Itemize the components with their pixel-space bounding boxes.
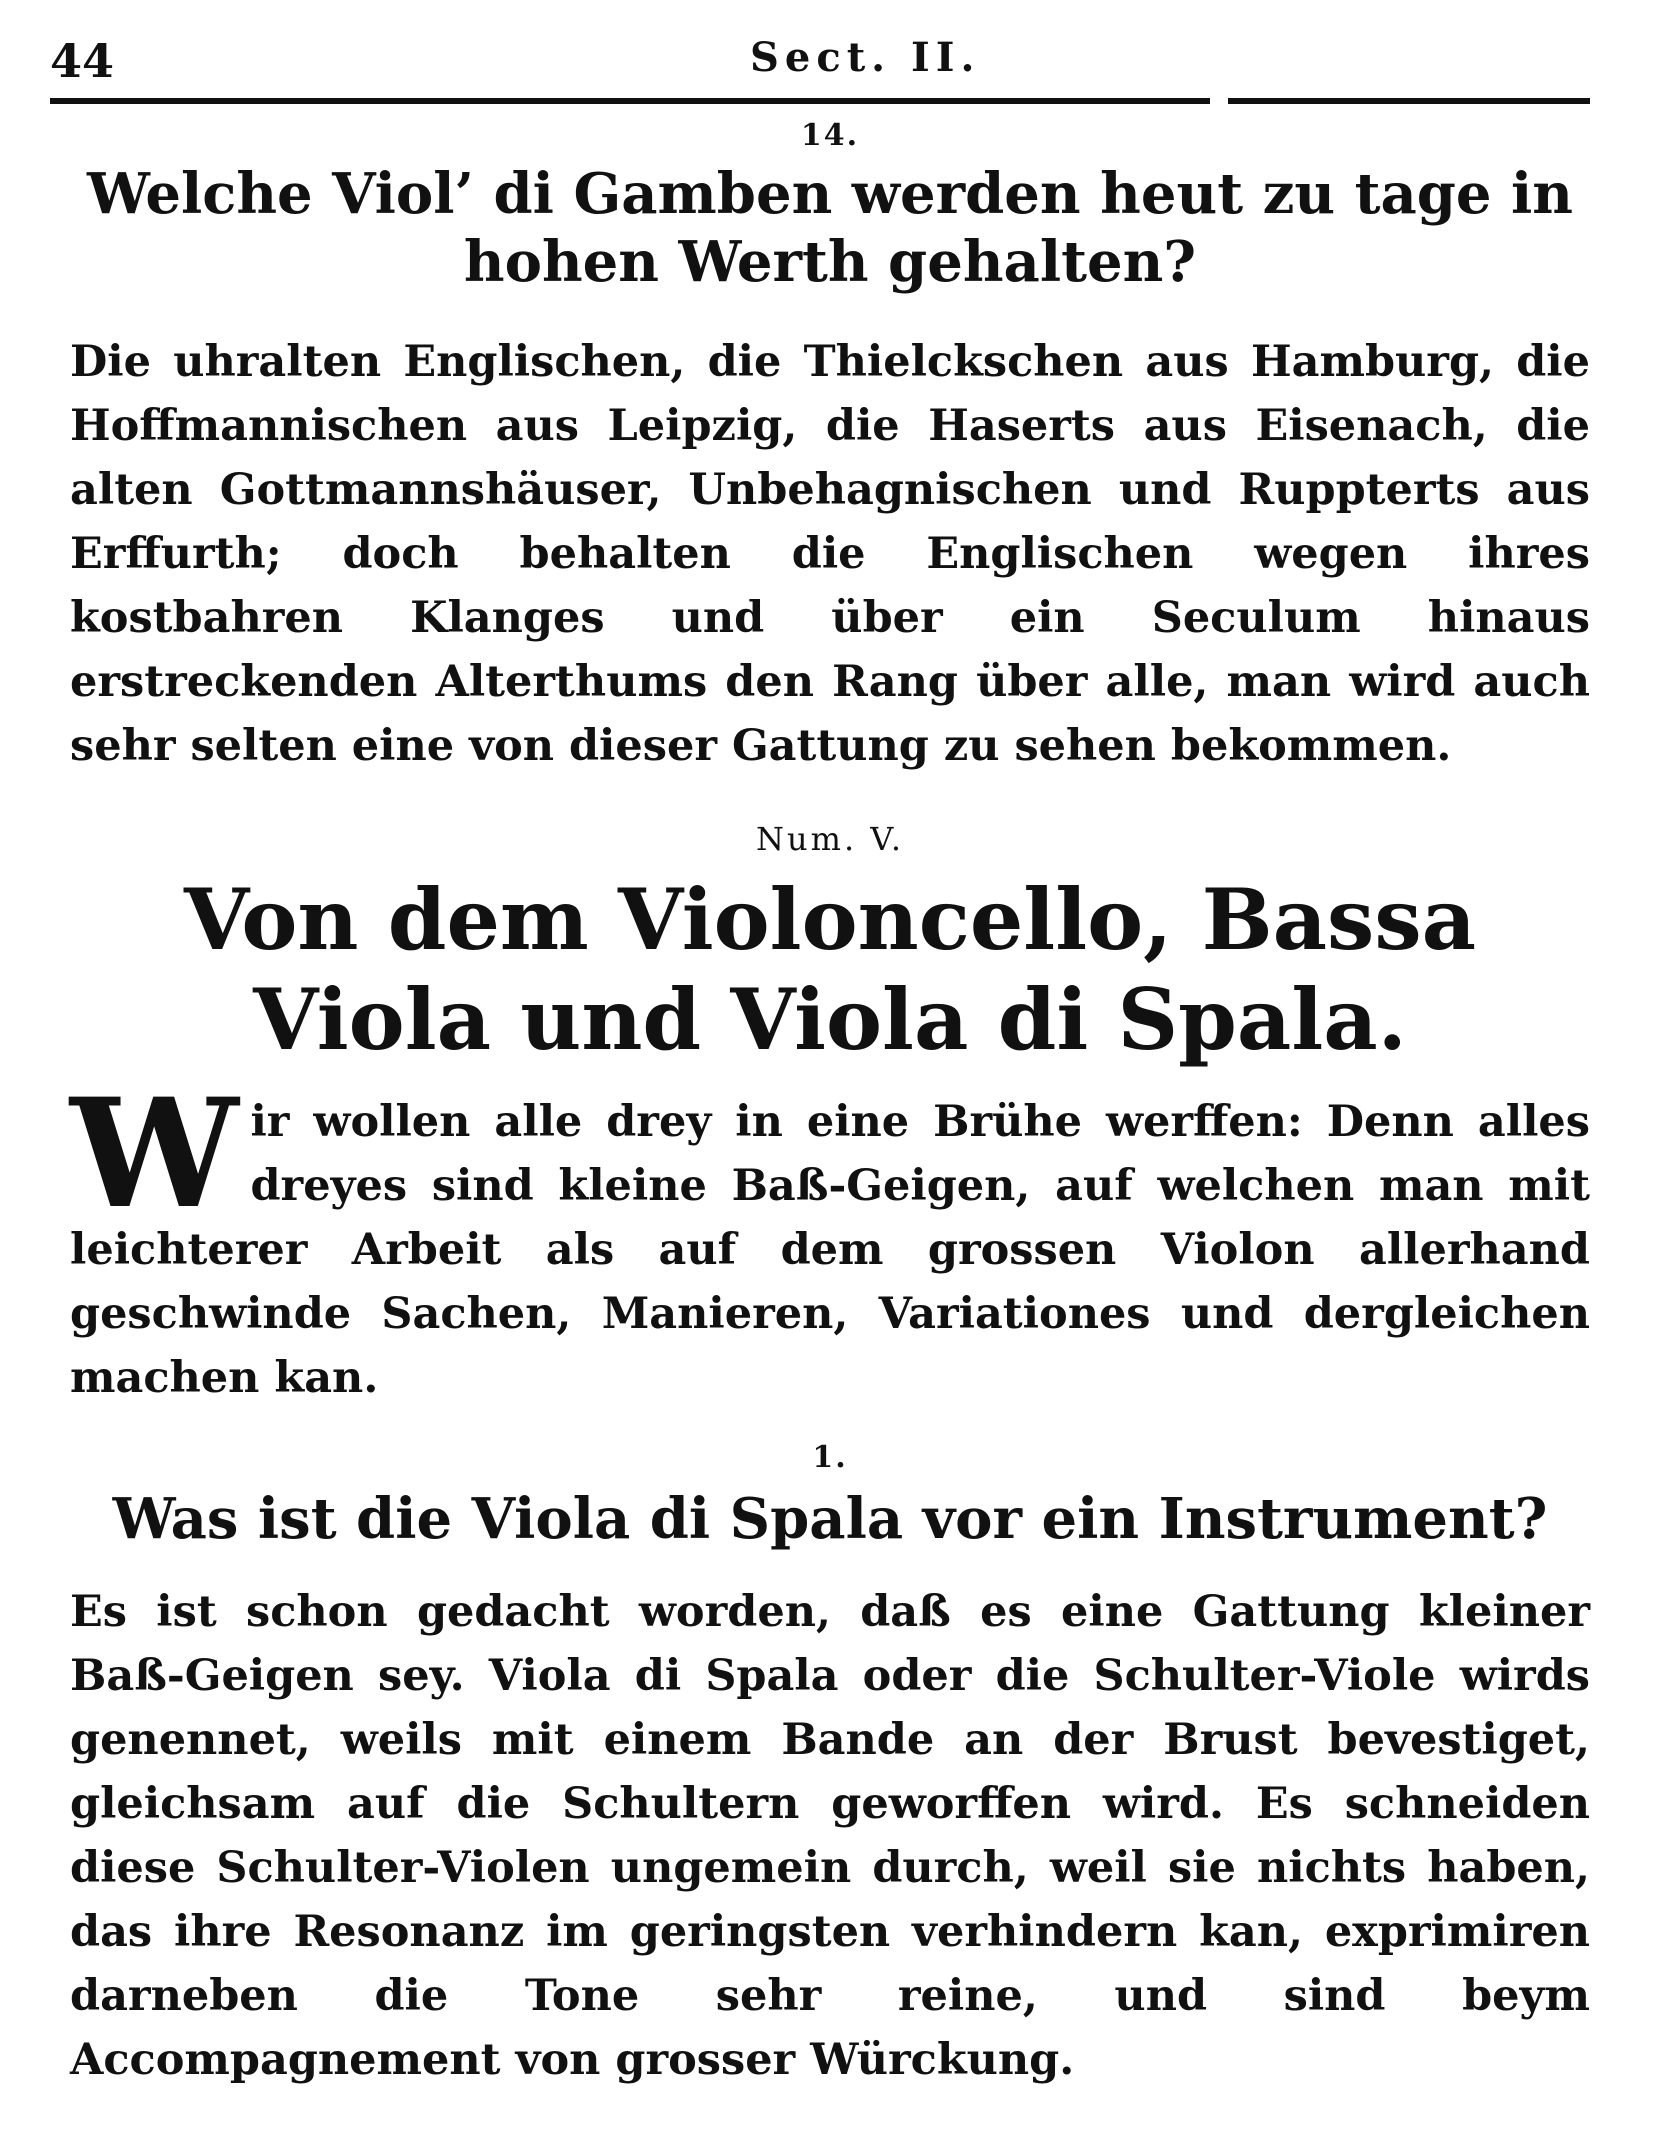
chapter-number: Num. V. (756, 820, 904, 858)
answer-1-paragraph: Es ist schon gedacht worden, daß es eine Gattung kleiner Baß-Geigen sey. Viola di Spala oder die Schulter-Viole wirds genennet, weils mit einem Bande an der Brust bevestiget, gleichsam auf die Schultern geworffen wird. Es schneiden diese Schulter-Violen ungemein durch, weil sie nichts haben, das ihre Resonanz im geringsten verhindern kan, exprimiren darneben die Tone sehr reine, und sind beym Accompagnement von grosser Würckung. (70, 1587, 1590, 2085)
header-rule-right (1228, 98, 1590, 104)
question-14-heading: Welche Viol’ di Gamben werden heut zu tage in hohen Werth gehalten? (87, 161, 1573, 295)
intro-paragraph (70, 1066, 1590, 1410)
answer-14-paragraph: Die uhralten Englischen, die Thielckschen aus Hamburg, die Hoffmannischen aus Leipzig, die Haserts aus Eisenach, die alten Gottmannshäuser, Unbehagnischen und Ruppterts aus Erffurth; doch behalten die Englischen wegen ihres kostbahren Klanges und über ein Seculum hinaus erstreckenden Alterthums den Rang über alle, man wird auch sehr selten eine von dieser Gattung zu sehen bekommen. (70, 337, 1590, 771)
chapter-title: Von dem Violoncello, Bassa Viola und Viola di Spala. (183, 870, 1477, 1069)
intro-text: ir wollen alle drey in eine Brühe werffen: Denn alles dreyes sind kleine Baß-Geigen, auf welchen man mit leichterer Arbeit als auf dem grossen Violon allerhand geschwinde Sachen, Manieren, Variationes und dergleichen machen kan. (70, 1097, 1590, 1403)
page-number: 44 (50, 34, 115, 88)
drop-cap-initial: W (70, 1066, 239, 1242)
question-1-heading: Was ist die Viola di Spala vor ein Instrument? (112, 1486, 1548, 1552)
question-number-14: 14. (800, 118, 860, 153)
running-head: Sect. II. (750, 34, 981, 81)
page-header (50, 20, 1590, 110)
question-number-1: 1. (812, 1440, 848, 1475)
header-rule-left (50, 98, 1210, 104)
